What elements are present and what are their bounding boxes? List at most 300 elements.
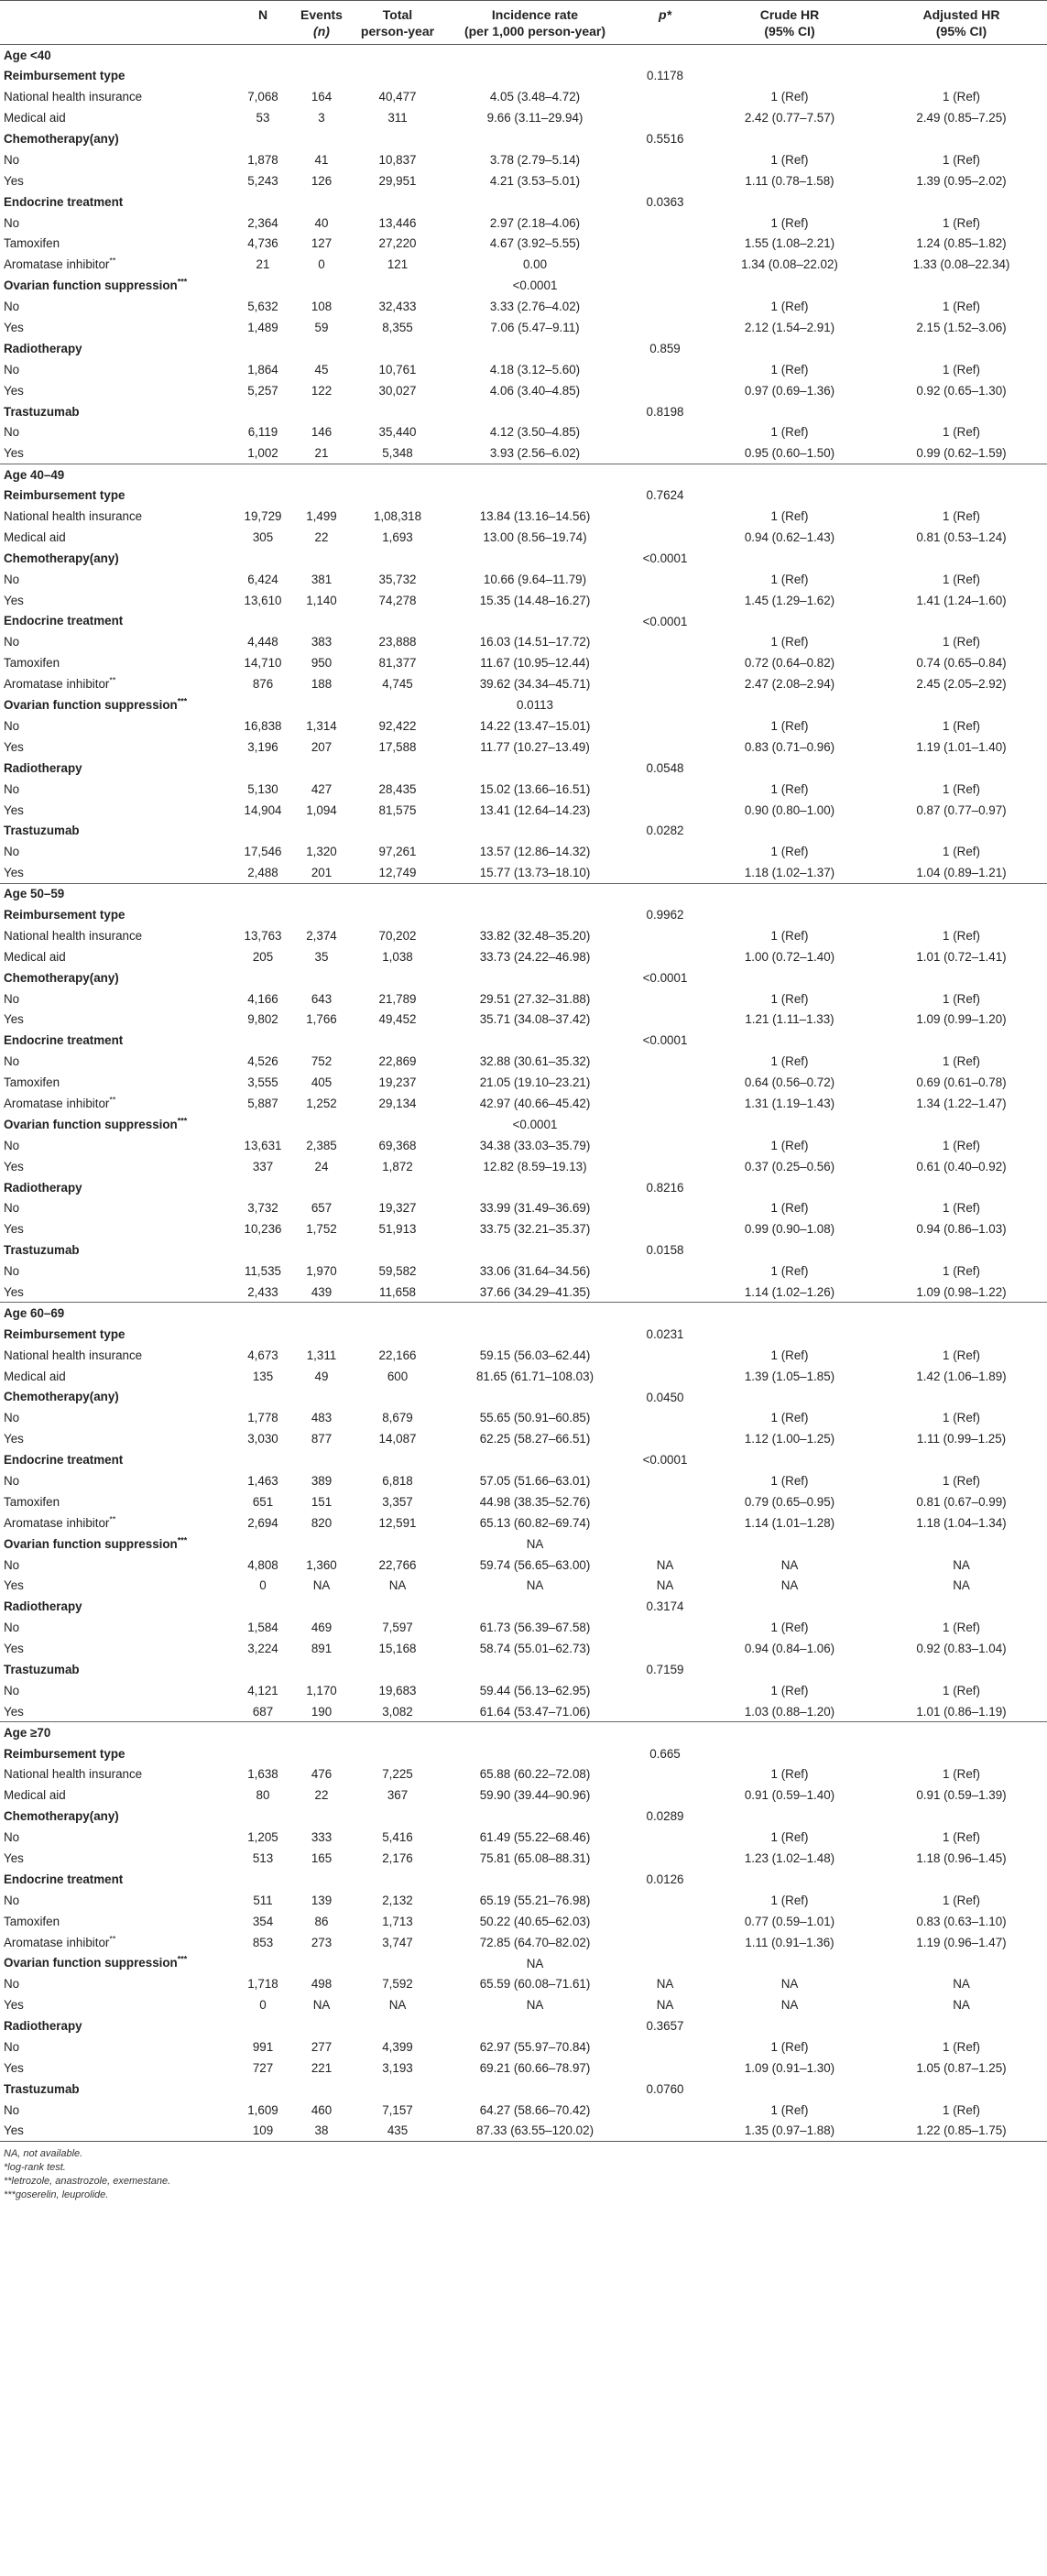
cell-incidence: 4.05 (3.48–4.72) xyxy=(489,90,581,104)
cell-total: 32,433 xyxy=(378,300,417,314)
cell-p xyxy=(627,1009,703,1030)
cell-crude-hr: 1 (Ref) xyxy=(770,1201,809,1216)
cell-total: 3,082 xyxy=(382,1704,413,1719)
section-row xyxy=(0,967,1047,988)
empty-cell xyxy=(443,401,627,422)
table-row xyxy=(0,170,1047,191)
empty-cell xyxy=(443,758,627,779)
cell-crude-hr: 1 (Ref) xyxy=(770,1474,809,1488)
cell-p: NA xyxy=(656,1998,674,2013)
cell-incidence: 33.82 (32.48–35.20) xyxy=(479,928,591,943)
empty-cell xyxy=(627,883,703,904)
cell-n: 1,718 xyxy=(247,1977,278,1992)
section-title: Chemotherapy(any) xyxy=(4,1390,119,1404)
cell-total: 29,134 xyxy=(378,1096,417,1110)
cell-p xyxy=(627,1051,703,1072)
cell-events: 24 xyxy=(314,1159,329,1173)
cell-total: 81,377 xyxy=(378,656,417,671)
row-label: No xyxy=(4,362,20,377)
age-group-row xyxy=(0,1722,1047,1743)
row-label: Tamoxifen xyxy=(4,1914,60,1928)
cell-p xyxy=(627,590,703,611)
empty-cell xyxy=(627,275,703,296)
table-row xyxy=(0,1407,1047,1428)
empty-cell xyxy=(352,883,443,904)
cell-adjusted-hr: NA xyxy=(953,1578,970,1593)
empty-cell xyxy=(443,904,627,925)
empty-cell xyxy=(703,694,876,715)
empty-cell xyxy=(352,2015,443,2036)
cell-p xyxy=(627,1428,703,1449)
empty-cell xyxy=(234,1449,291,1470)
empty-cell xyxy=(352,275,443,296)
section-row xyxy=(0,1596,1047,1617)
cell-n: 5,243 xyxy=(247,173,278,188)
cell-crude-hr: 1.14 (1.01–1.28) xyxy=(744,1515,835,1530)
empty-cell xyxy=(703,820,876,841)
cell-adjusted-hr: 0.87 (0.77–0.97) xyxy=(916,802,1007,817)
row-label: Yes xyxy=(4,593,24,607)
cell-adjusted-hr: 0.69 (0.61–0.78) xyxy=(916,1075,1007,1090)
empty-cell xyxy=(291,1449,352,1470)
table-row xyxy=(0,149,1047,170)
cell-p xyxy=(627,946,703,967)
empty-cell xyxy=(352,548,443,569)
empty-cell xyxy=(876,45,1047,66)
row-label: Medical aid xyxy=(4,111,66,126)
empty-cell xyxy=(352,1806,443,1827)
cell-incidence: 13.41 (12.64–14.23) xyxy=(479,802,591,817)
cell-p xyxy=(627,1785,703,1806)
empty-cell xyxy=(703,65,876,86)
header-events: Events (n) xyxy=(291,1,352,45)
section-row xyxy=(0,1324,1047,1345)
cell-events: 950 xyxy=(311,656,333,671)
empty-cell xyxy=(291,191,352,213)
empty-cell xyxy=(876,1596,1047,1617)
table-row xyxy=(0,422,1047,443)
table-body xyxy=(0,45,1047,2142)
table-row xyxy=(0,946,1047,967)
table-row xyxy=(0,1576,1047,1597)
cell-total: 3,747 xyxy=(382,1935,413,1949)
cell-adjusted-hr: 0.92 (0.65–1.30) xyxy=(916,383,1007,398)
empty-cell xyxy=(234,967,291,988)
section-p-value: 0.0231 xyxy=(646,1326,684,1341)
empty-cell xyxy=(443,1449,627,1470)
cell-events: NA xyxy=(312,1998,331,2013)
cell-n: 205 xyxy=(252,949,274,964)
empty-cell xyxy=(876,1114,1047,1135)
empty-cell xyxy=(352,1534,443,1555)
row-label: Yes xyxy=(4,802,24,817)
cell-events: 1,140 xyxy=(306,593,337,607)
cell-n: 3,555 xyxy=(247,1075,278,1090)
cell-n: 109 xyxy=(234,2121,291,2142)
row-label: Yes xyxy=(4,383,24,398)
cell-adjusted-hr: 1 (Ref) xyxy=(943,1474,980,1488)
row-label: Aromatase inhibitor** xyxy=(4,675,116,692)
section-title: Reimbursement type xyxy=(4,488,125,503)
cell-crude-hr: 1 (Ref) xyxy=(770,2040,809,2055)
empty-cell xyxy=(234,548,291,569)
empty-cell xyxy=(443,548,627,569)
cell-events: 0 xyxy=(318,257,325,272)
section-row xyxy=(0,128,1047,149)
empty-cell xyxy=(291,883,352,904)
cell-p xyxy=(627,1345,703,1366)
cell-adjusted-hr: 1 (Ref) xyxy=(943,300,980,314)
cell-incidence: 11.67 (10.95–12.44) xyxy=(480,656,590,671)
row-label: Yes xyxy=(4,1222,24,1237)
cell-total: 35,440 xyxy=(378,425,417,440)
cell-events: 383 xyxy=(311,635,333,649)
row-label: No xyxy=(4,1201,20,1216)
cell-incidence: 87.33 (63.55–120.02) xyxy=(443,2121,627,2142)
empty-cell xyxy=(291,1953,352,1974)
cell-p xyxy=(627,213,703,234)
cell-n: 9,802 xyxy=(247,1012,278,1027)
age-group-row xyxy=(0,1303,1047,1324)
cell-n: 1,205 xyxy=(247,1830,278,1845)
cell-adjusted-hr: 1.09 (0.99–1.20) xyxy=(916,1012,1007,1027)
cell-p xyxy=(627,2036,703,2058)
cell-events: 1,766 xyxy=(306,1012,337,1027)
row-label: National health insurance xyxy=(4,928,143,943)
cell-crude-hr: 1.11 (0.91–1.36) xyxy=(745,1935,834,1949)
section-row xyxy=(0,485,1047,506)
age-group-title: Age ≥70 xyxy=(0,1722,234,1743)
cell-incidence: 59.74 (56.65–63.00) xyxy=(479,1557,591,1572)
cell-crude-hr: 1.03 (0.88–1.20) xyxy=(744,1704,835,1719)
table-row xyxy=(0,254,1047,275)
empty-cell xyxy=(627,1722,703,1743)
empty-cell xyxy=(234,1743,291,1764)
cell-incidence: 2.97 (2.18–4.06) xyxy=(489,215,581,230)
empty-cell xyxy=(876,1239,1047,1261)
empty-cell xyxy=(443,2015,627,2036)
empty-cell xyxy=(291,1659,352,1680)
footnote: *log-rank test. xyxy=(4,2162,66,2173)
section-title: Trastuzumab xyxy=(4,2081,80,2096)
cell-crude-hr: 1.18 (1.02–1.37) xyxy=(744,865,835,879)
section-row xyxy=(0,2015,1047,2036)
table-row xyxy=(0,988,1047,1010)
cell-incidence: 15.35 (14.48–16.27) xyxy=(479,593,591,607)
cell-incidence: 29.51 (27.32–31.88) xyxy=(479,991,591,1006)
cell-events: 469 xyxy=(311,1621,333,1635)
cell-adjusted-hr: 1 (Ref) xyxy=(943,1683,980,1697)
section-row xyxy=(0,820,1047,841)
cell-incidence: 55.65 (50.91–60.85) xyxy=(479,1411,591,1425)
cell-adjusted-hr: 1 (Ref) xyxy=(943,845,980,859)
empty-cell xyxy=(234,128,291,149)
cell-events: 460 xyxy=(311,2102,333,2117)
cell-total: 3,357 xyxy=(382,1494,413,1509)
cell-incidence: 13.84 (13.16–14.56) xyxy=(479,509,591,524)
cell-crude-hr: 0.79 (0.65–0.95) xyxy=(744,1494,835,1509)
table-row xyxy=(0,631,1047,652)
empty-cell xyxy=(234,401,291,422)
empty-cell xyxy=(352,1659,443,1680)
cell-total: 51,913 xyxy=(378,1222,417,1237)
table-row xyxy=(0,590,1047,611)
cell-adjusted-hr: 1 (Ref) xyxy=(943,1893,980,1907)
empty-cell xyxy=(443,1869,627,1890)
cell-total: 17,588 xyxy=(378,739,417,754)
empty-cell xyxy=(443,338,627,359)
section-row xyxy=(0,401,1047,422)
cell-total: 22,869 xyxy=(378,1054,417,1069)
cell-incidence: 4.67 (3.92–5.55) xyxy=(489,236,581,251)
cell-adjusted-hr: 1 (Ref) xyxy=(943,152,980,167)
section-p-value: 0.9962 xyxy=(646,908,684,922)
cell-crude-hr: 1 (Ref) xyxy=(770,2102,809,2117)
table-row xyxy=(0,925,1047,946)
cell-events: 752 xyxy=(311,1054,333,1069)
cell-p xyxy=(627,1638,703,1659)
empty-cell xyxy=(703,45,876,66)
empty-cell xyxy=(352,1953,443,1974)
empty-cell xyxy=(352,1596,443,1617)
cell-adjusted-hr: 1 (Ref) xyxy=(943,215,980,230)
table-row xyxy=(0,506,1047,527)
cell-incidence: 65.19 (55.21–76.98) xyxy=(479,1893,591,1907)
cell-total: 74,278 xyxy=(378,593,417,607)
cell-crude-hr: 0.95 (0.60–1.50) xyxy=(744,446,835,461)
empty-cell xyxy=(703,1387,876,1408)
cell-p xyxy=(627,673,703,694)
cell-events: 201 xyxy=(311,865,333,879)
table-row xyxy=(0,673,1047,694)
cell-events: 483 xyxy=(311,1411,333,1425)
empty-cell xyxy=(234,1324,291,1345)
cell-p xyxy=(627,862,703,883)
cell-total: 81,575 xyxy=(378,802,417,817)
empty-cell xyxy=(352,2079,443,2100)
section-title: Trastuzumab xyxy=(4,1243,80,1258)
table-row xyxy=(0,296,1047,317)
cell-n: 1,864 xyxy=(247,362,278,377)
empty-cell xyxy=(352,485,443,506)
cell-adjusted-hr: 2.15 (1.52–3.06) xyxy=(916,321,1007,335)
cell-incidence: 65.13 (60.82–69.74) xyxy=(479,1515,591,1530)
empty-cell xyxy=(352,1303,443,1324)
cell-p xyxy=(627,1093,703,1114)
cell-p xyxy=(627,631,703,652)
cell-n: 4,526 xyxy=(247,1054,278,1069)
cell-events: 146 xyxy=(311,425,333,440)
cell-total: 11,658 xyxy=(379,1284,416,1299)
empty-cell xyxy=(291,1743,352,1764)
cell-n: 0 xyxy=(259,1578,267,1593)
cell-events: 1,499 xyxy=(306,509,337,524)
cell-n: 4,736 xyxy=(247,236,278,251)
section-p-value: 0.0126 xyxy=(646,1872,684,1886)
cell-incidence: 37.66 (34.29–41.35) xyxy=(479,1284,591,1299)
table-row xyxy=(0,1345,1047,1366)
cell-incidence: NA xyxy=(526,1578,544,1593)
cell-incidence: 3.33 (2.76–4.02) xyxy=(489,300,581,314)
cell-crude-hr: 1 (Ref) xyxy=(770,215,809,230)
table-row xyxy=(0,1911,1047,1932)
empty-cell xyxy=(234,1659,291,1680)
row-label: No xyxy=(4,1138,20,1152)
section-row xyxy=(0,1239,1047,1261)
cell-adjusted-hr: 1 (Ref) xyxy=(943,572,980,586)
cell-total: 1,872 xyxy=(382,1159,413,1173)
section-p-value: 0.665 xyxy=(649,1746,681,1761)
cell-n: 2,433 xyxy=(247,1284,278,1299)
cell-adjusted-hr: 1 (Ref) xyxy=(943,2040,980,2055)
section-row xyxy=(0,275,1047,296)
empty-cell xyxy=(291,1177,352,1198)
cell-events: 165 xyxy=(311,1851,333,1866)
section-p-value: 0.3657 xyxy=(646,2019,684,2034)
cell-crude-hr: 1 (Ref) xyxy=(770,845,809,859)
empty-cell xyxy=(234,611,291,632)
section-row xyxy=(0,191,1047,213)
cell-n: 3,030 xyxy=(247,1432,278,1446)
cell-events: 35 xyxy=(314,949,329,964)
empty-cell xyxy=(703,1534,876,1555)
table-row xyxy=(0,527,1047,548)
table-row xyxy=(0,1848,1047,1869)
cell-incidence: 33.75 (32.21–35.37) xyxy=(479,1222,591,1237)
table-row xyxy=(0,1218,1047,1239)
section-title: Reimbursement type xyxy=(4,1326,125,1341)
cell-p xyxy=(627,1911,703,1932)
table-row xyxy=(0,442,1047,464)
cell-total: 22,766 xyxy=(378,1557,417,1572)
empty-cell xyxy=(443,820,627,841)
cell-adjusted-hr: 1.24 (0.85–1.82) xyxy=(916,236,1007,251)
cell-adjusted-hr: 0.99 (0.62–1.59) xyxy=(916,446,1007,461)
cell-crude-hr: 1 (Ref) xyxy=(770,509,809,524)
cell-incidence: 21.05 (19.10–23.21) xyxy=(479,1075,591,1090)
row-label: No xyxy=(4,300,20,314)
row-label: Yes xyxy=(4,446,24,461)
section-p-value: 0.0450 xyxy=(646,1390,684,1404)
cell-crude-hr: 1 (Ref) xyxy=(770,1621,809,1635)
cell-total: 22,166 xyxy=(378,1348,417,1362)
empty-cell xyxy=(291,820,352,841)
row-label: National health insurance xyxy=(4,90,143,104)
cell-crude-hr: 1 (Ref) xyxy=(770,718,809,733)
empty-cell xyxy=(703,1324,876,1345)
cell-n: 80 xyxy=(256,1788,270,1803)
cell-incidence: 34.38 (33.03–35.79) xyxy=(479,1138,591,1152)
cell-total: NA xyxy=(388,1578,407,1593)
section-row xyxy=(0,758,1047,779)
table-row xyxy=(0,1932,1047,1953)
cell-p xyxy=(627,1617,703,1638)
header-incidence: Incidence rate (per 1,000 person-year) xyxy=(443,1,627,45)
cell-n: 11,535 xyxy=(245,1264,281,1279)
empty-cell xyxy=(352,1177,443,1198)
empty-cell xyxy=(703,1953,876,1974)
cell-p xyxy=(627,254,703,275)
empty-cell xyxy=(352,65,443,86)
row-label: Yes xyxy=(4,1284,24,1299)
cell-n: 4,448 xyxy=(247,635,278,649)
empty-cell xyxy=(703,1869,876,1890)
table-row xyxy=(0,1072,1047,1093)
cell-crude-hr: 1.14 (1.02–1.26) xyxy=(744,1284,835,1299)
table-row xyxy=(0,737,1047,758)
cell-p: NA xyxy=(656,1977,674,1992)
row-label: Tamoxifen xyxy=(4,656,60,671)
empty-cell xyxy=(291,2015,352,2036)
cell-incidence: 4.18 (3.12–5.60) xyxy=(489,362,581,377)
cell-incidence: 59.90 (39.44–90.96) xyxy=(479,1788,591,1803)
cell-events: 643 xyxy=(311,991,333,1006)
cell-p xyxy=(627,1701,703,1722)
empty-cell xyxy=(234,1869,291,1890)
cell-adjusted-hr: 1.11 (0.99–1.25) xyxy=(916,1432,1007,1446)
empty-cell xyxy=(703,1239,876,1261)
empty-cell xyxy=(234,1177,291,1198)
table-row xyxy=(0,1785,1047,1806)
section-title: Chemotherapy(any) xyxy=(4,970,119,985)
table-row xyxy=(0,1282,1047,1303)
age-group-row xyxy=(0,883,1047,904)
cell-adjusted-hr: 1 (Ref) xyxy=(943,362,980,377)
cell-adjusted-hr: 0.81 (0.67–0.99) xyxy=(916,1494,1007,1509)
empty-cell xyxy=(876,1722,1047,1743)
empty-cell xyxy=(234,65,291,86)
cell-n: 21 xyxy=(256,257,270,272)
row-label: No xyxy=(4,1054,20,1069)
cell-p xyxy=(627,1764,703,1785)
empty-cell xyxy=(352,758,443,779)
cell-p xyxy=(627,737,703,758)
cell-p: NA xyxy=(656,1578,674,1593)
cell-adjusted-hr: 1 (Ref) xyxy=(943,635,980,649)
row-label: Yes xyxy=(4,865,24,879)
row-label: Tamoxifen xyxy=(4,236,60,251)
row-label: National health insurance xyxy=(4,509,143,524)
cell-crude-hr: 1 (Ref) xyxy=(770,362,809,377)
empty-cell xyxy=(876,904,1047,925)
cell-crude-hr: 1 (Ref) xyxy=(770,1264,809,1279)
row-label: No xyxy=(4,152,20,167)
cell-events: 21 xyxy=(314,446,329,461)
empty-cell xyxy=(876,611,1047,632)
cell-crude-hr: 1.39 (1.05–1.85) xyxy=(744,1369,835,1383)
section-row xyxy=(0,1030,1047,1051)
section-p-value: 0.8198 xyxy=(646,404,684,419)
empty-cell xyxy=(291,65,352,86)
cell-total: 4,399 xyxy=(382,2040,413,2055)
cell-incidence: 3.78 (2.79–5.14) xyxy=(489,152,581,167)
age-group-title: Age 40–49 xyxy=(0,464,234,485)
row-label: Yes xyxy=(4,1578,24,1593)
cell-incidence: 4.06 (3.40–4.85) xyxy=(489,383,581,398)
cell-incidence: 69.21 (60.66–78.97) xyxy=(479,2060,591,2075)
table-row xyxy=(0,1638,1047,1659)
cell-adjusted-hr: 1 (Ref) xyxy=(943,1138,980,1152)
cell-n: 135 xyxy=(252,1369,274,1383)
cell-n: 6,424 xyxy=(247,572,278,586)
section-p-value: 0.7159 xyxy=(646,1663,684,1677)
cell-incidence: 15.77 (13.73–18.10) xyxy=(479,865,591,879)
cell-crude-hr: 1.11 (0.78–1.58) xyxy=(745,173,834,188)
cell-adjusted-hr: 1 (Ref) xyxy=(943,928,980,943)
cell-adjusted-hr: 1.34 (1.22–1.47) xyxy=(916,1096,1007,1110)
cell-n: 853 xyxy=(252,1935,274,1949)
cell-adjusted-hr: 0.74 (0.65–0.84) xyxy=(916,656,1007,671)
